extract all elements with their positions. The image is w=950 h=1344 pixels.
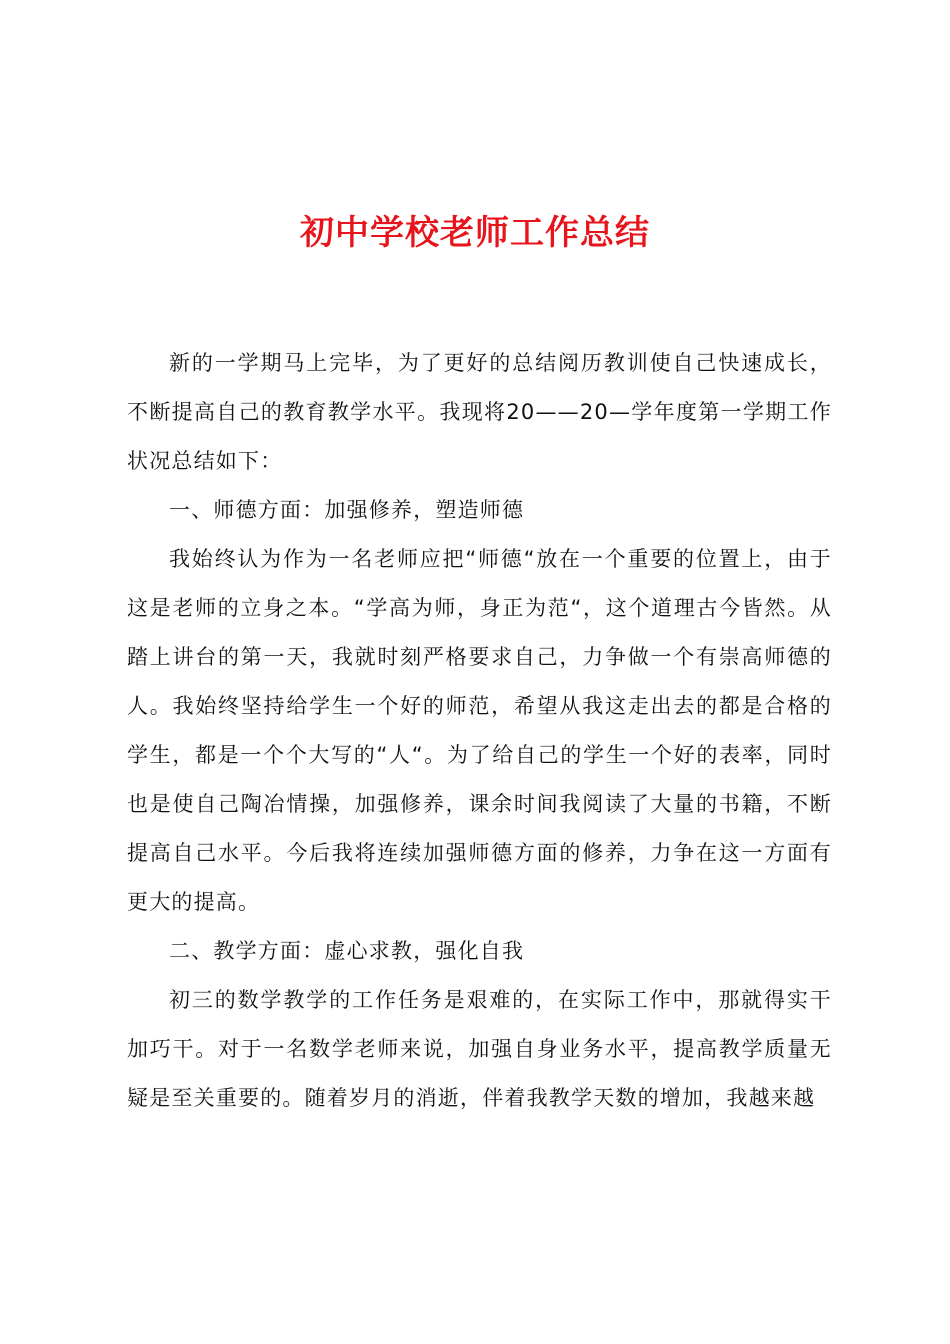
- ethics-paragraph: 我始终认为作为一名老师应把“师德“放在一个重要的位置上，由于这是老师的立身之本。“学高为师，身正为范“，这个道理古今皆然。从踏上讲台的第一天，我就时刻严格要求自己，力争做一个有崇高师德的人。我始终坚持给学生一个好的师范，希望从我这走出去的都是合格的学生，都是一个个大写的“人“。为了给自己的学生一个好的表率，同时也是使自己陶冶情操，加强修养，课余时间我阅读了大量的书籍，不断提高自己水平。今后我将连续加强师德方面的修养，力争在这一方面有更大的提高。: [127, 547, 832, 914]
- section-heading-teaching: 二、教学方面：虚心求教，强化自我: [169, 939, 525, 963]
- document-body: [127, 339, 832, 1123]
- intro-paragraph: 新的一学期马上完毕，为了更好的总结阅历教训使自己快速成长，不断提高自己的教育教学水平。我现将20——20—学年度第一学期工作状况总结如下：: [127, 351, 832, 473]
- teaching-paragraph: 初三的数学教学的工作任务是艰难的，在实际工作中，那就得实干加巧干。对于一名数学老师来说，加强自身业务水平，提高教学质量无疑是至关重要的。随着岁月的消逝，伴着我教学天数的增加，我越来越: [127, 988, 832, 1110]
- section-heading-ethics: 一、师德方面：加强修养，塑造师德: [169, 498, 525, 522]
- document-title: 初中学校老师工作总结: [300, 213, 650, 253]
